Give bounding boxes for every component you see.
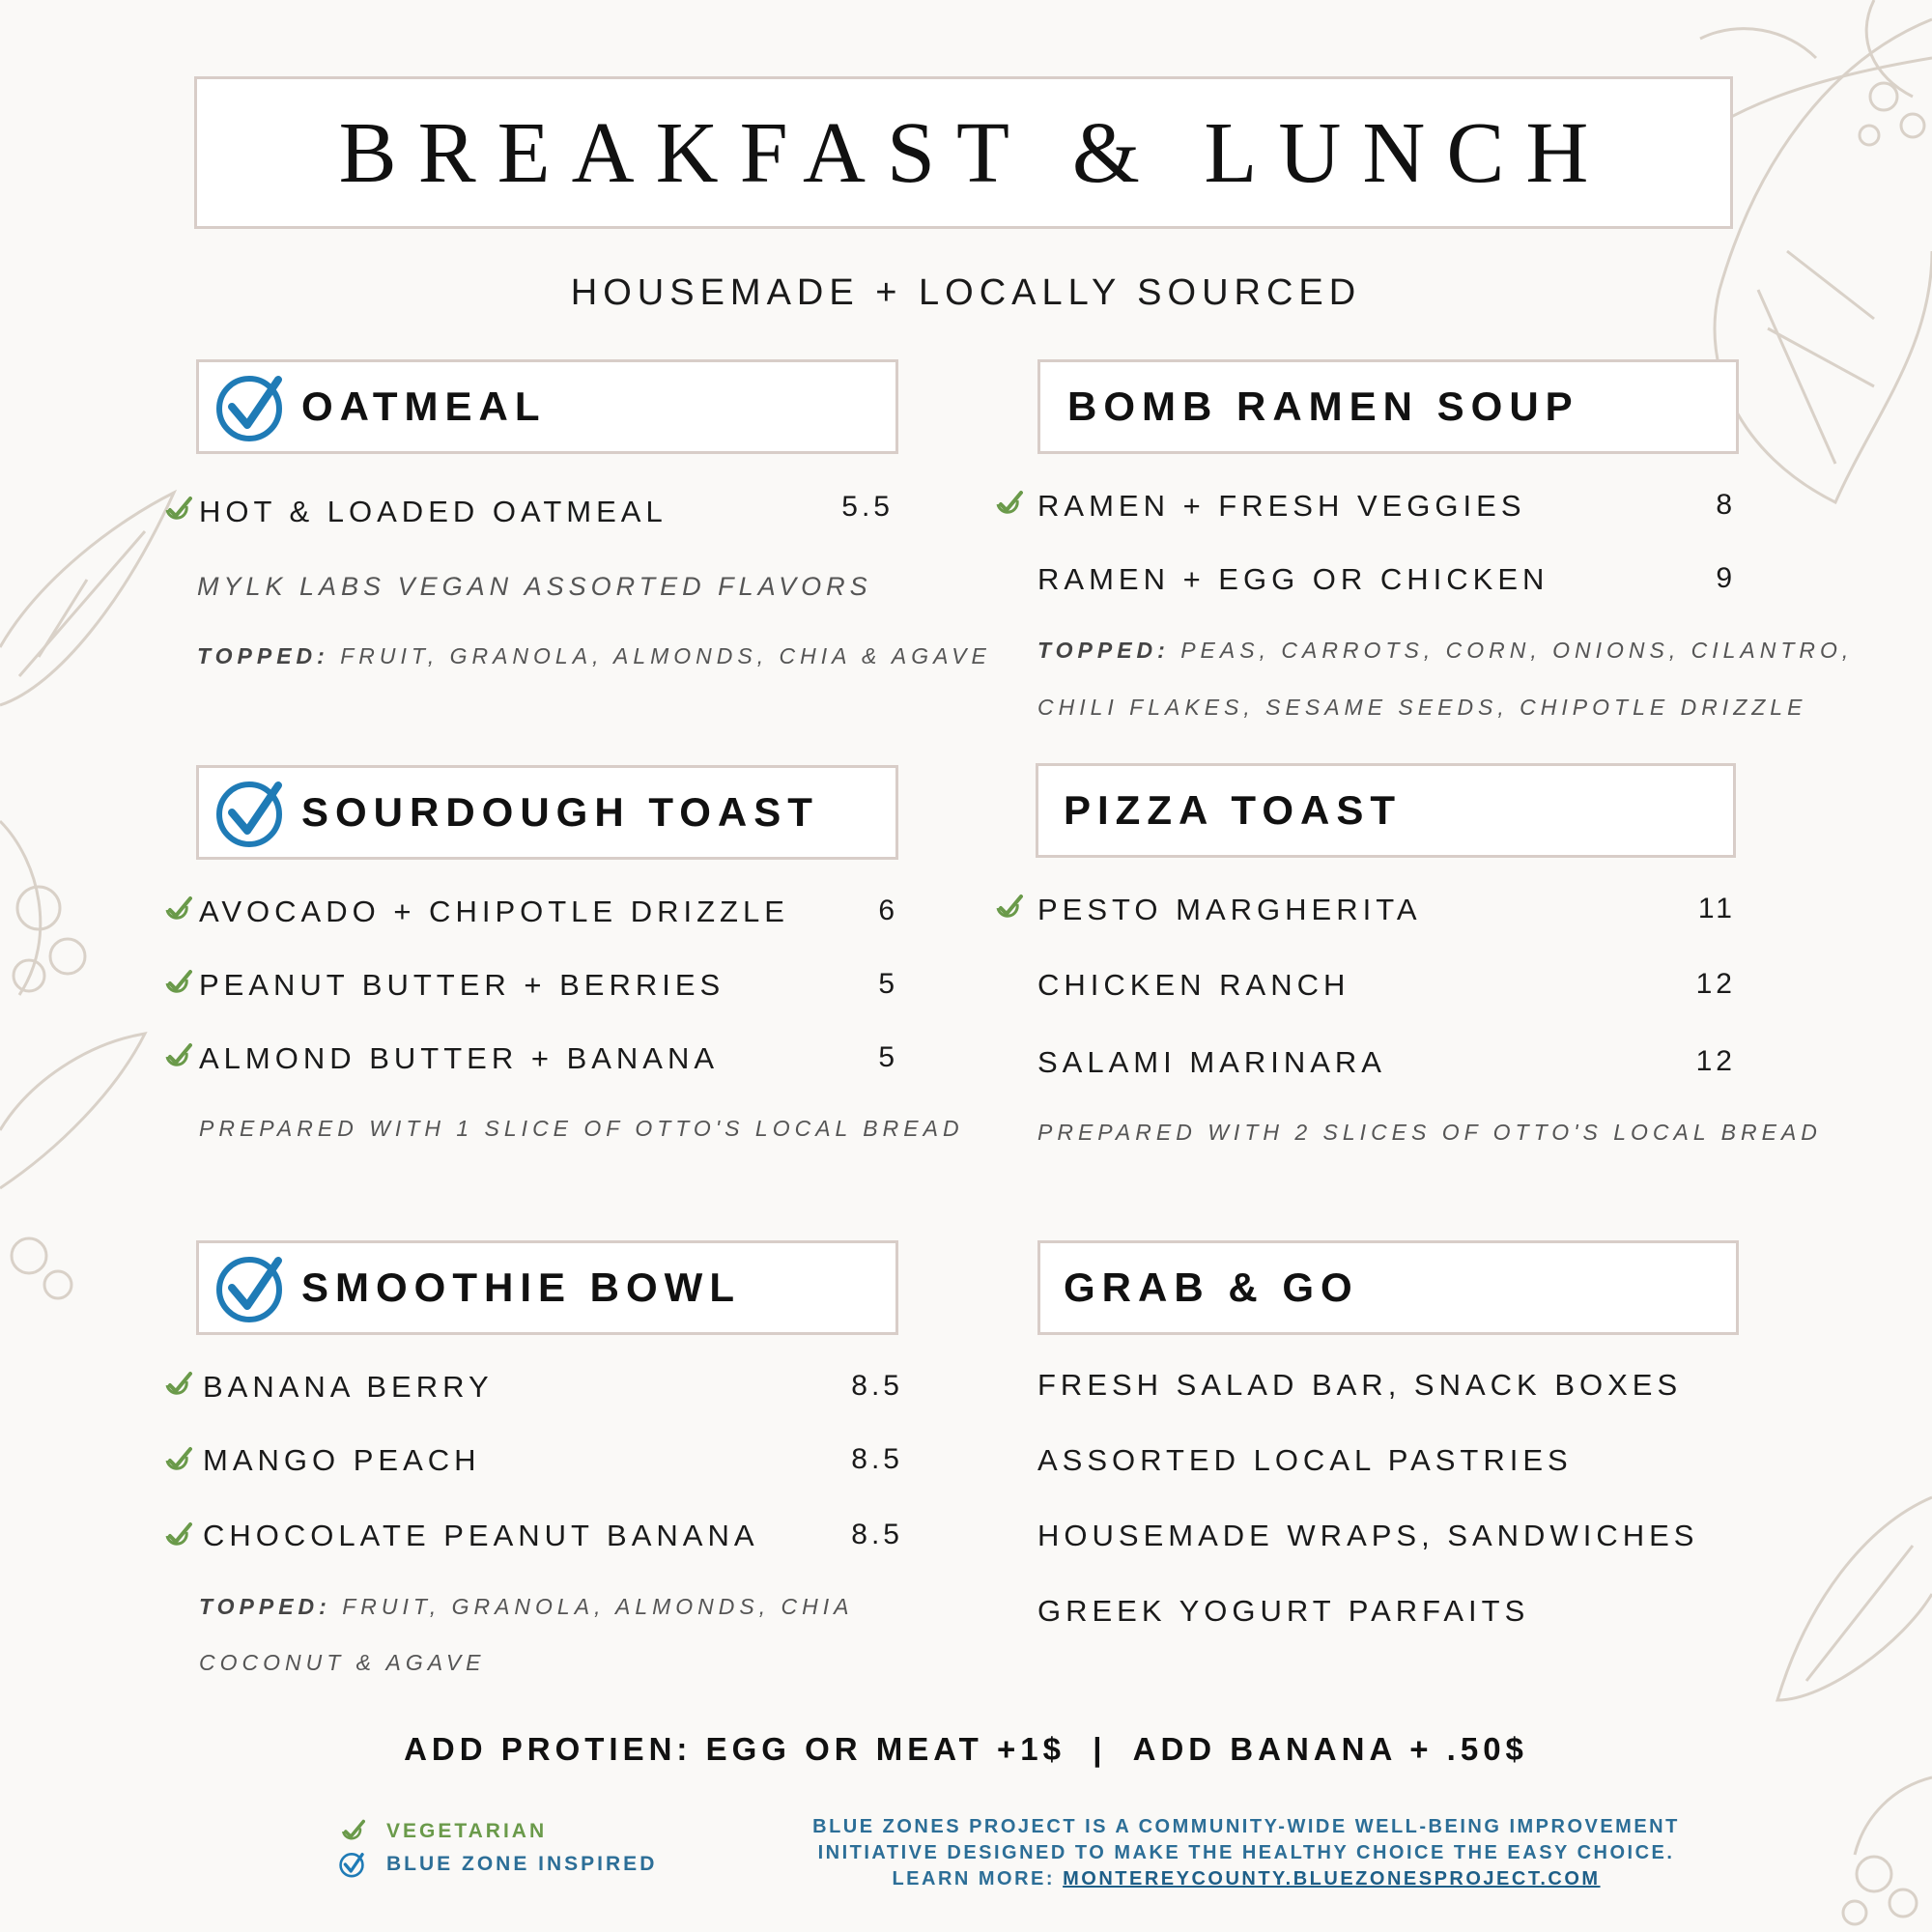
smoothie-toppings-continued: COCONUT & AGAVE: [199, 1650, 486, 1675]
menu-item-name: PESTO MARGHERITA: [1037, 893, 1422, 926]
pizza-note: PREPARED WITH 2 SLICES OF OTTO'S LOCAL BREAD: [1037, 1120, 1822, 1145]
menu-item-name: SALAMI MARINARA: [1037, 1045, 1386, 1079]
vegetarian-leaf-check-icon: [161, 895, 192, 925]
toppings-text: FRUIT, GRANOLA, ALMONDS, CHIA & AGAVE: [328, 643, 991, 668]
ramen-toppings: [1037, 638, 1853, 664]
sourdough-note: PREPARED WITH 1 SLICE OF OTTO'S LOCAL BREAD: [199, 1116, 964, 1141]
blue-zone-checkmark-icon: [338, 1851, 365, 1878]
section-header-pizza: [1036, 763, 1736, 858]
legend-blue-zone: BLUE ZONE INSPIRED: [386, 1853, 658, 1875]
section-header-oatmeal: [196, 359, 898, 454]
vegetarian-leaf-check-icon: [161, 1445, 192, 1476]
menu-item-price: 5.5: [841, 491, 894, 523]
menu-item-name: HOUSEMADE WRAPS, SANDWICHES: [1037, 1519, 1699, 1552]
menu-item-price: 5: [878, 1041, 898, 1073]
ramen-toppings-continued: CHILI FLAKES, SESAME SEEDS, CHIPOTLE DRIZZLE: [1037, 695, 1807, 720]
toppings-label: TOPPED:: [199, 1594, 331, 1619]
menu-item-name: GREEK YOGURT PARFAITS: [1037, 1594, 1530, 1628]
toppings-label: TOPPED:: [1037, 638, 1170, 663]
menu-item-price: 11: [1697, 893, 1736, 924]
toppings-label: TOPPED:: [197, 643, 329, 668]
vegetarian-leaf-check-icon: [161, 1520, 192, 1551]
section-title-oatmeal: OATMEAL: [301, 384, 547, 429]
vegetarian-leaf-check-icon: [992, 893, 1023, 923]
menu-title-box: [194, 76, 1733, 229]
section-header-smoothie: [196, 1240, 898, 1335]
menu-item-price: 5: [878, 968, 898, 1000]
vegetarian-leaf-check-icon: [161, 1370, 192, 1401]
smoothie-toppings: [199, 1594, 853, 1620]
vegetarian-leaf-check-icon: [161, 1041, 192, 1072]
add-ons-line: ADD PROTIEN: EGG OR MEAT +1$ | ADD BANANA + .50$: [404, 1731, 1528, 1767]
menu-item-price: 8: [1716, 489, 1736, 521]
oatmeal-toppings: [197, 643, 991, 669]
menu-item-price: 12: [1695, 1045, 1736, 1077]
menu-item-price: 8.5: [851, 1370, 903, 1402]
menu-item-name: MANGO PEACH: [203, 1443, 481, 1477]
menu-item-name: FRESH SALAD BAR, SNACK BOXES: [1037, 1368, 1683, 1402]
menu-item-name: AVOCADO + CHIPOTLE DRIZZLE: [199, 895, 789, 928]
oatmeal-note: MYLK LABS VEGAN ASSORTED FLAVORS: [197, 572, 872, 601]
menu-item-name: CHICKEN RANCH: [1037, 968, 1350, 1002]
menu-title: BREAKFAST & LUNCH: [338, 104, 1610, 201]
menu-item-price: 6: [878, 895, 898, 926]
menu-item-price: 8.5: [851, 1443, 903, 1475]
section-header-ramen: [1037, 359, 1739, 454]
menu-item-price: 12: [1695, 968, 1736, 1000]
toppings-text: PEAS, CARROTS, CORN, ONIONS, CILANTRO,: [1169, 638, 1854, 663]
botanical-decoration-left: [0, 454, 193, 1323]
menu-subtitle: HOUSEMADE + LOCALLY SOURCED: [570, 272, 1362, 313]
section-title-pizza: PIZZA TOAST: [1064, 787, 1402, 833]
menu-item-price: 9: [1716, 562, 1736, 594]
vegetarian-leaf-check-icon: [338, 1818, 365, 1845]
menu-item-name: RAMEN + FRESH VEGGIES: [1037, 489, 1526, 523]
menu-item-name: PEANUT BUTTER + BERRIES: [199, 968, 725, 1002]
blue-zones-info: [715, 1814, 1777, 1892]
menu-item-name: BANANA BERRY: [203, 1370, 494, 1404]
section-header-sourdough: [196, 765, 898, 860]
blue-zone-checkmark-icon: [213, 776, 286, 849]
section-title-ramen: BOMB RAMEN SOUP: [1067, 384, 1579, 429]
menu-item-name: ASSORTED LOCAL PASTRIES: [1037, 1443, 1573, 1477]
menu-item-price: 8.5: [851, 1519, 903, 1550]
vegetarian-leaf-check-icon: [992, 489, 1023, 520]
info-line-2: INITIATIVE DESIGNED TO MAKE THE HEALTHY CHOICE THE EASY CHOICE.: [817, 1842, 1675, 1863]
blue-zones-link[interactable]: MONTEREYCOUNTY.BLUEZONESPROJECT.COM: [1063, 1868, 1601, 1889]
toppings-text: FRUIT, GRANOLA, ALMONDS, CHIA: [330, 1594, 854, 1619]
section-header-grab-and-go: [1037, 1240, 1739, 1335]
learn-more-label: LEARN MORE:: [892, 1868, 1064, 1889]
blue-zone-checkmark-icon: [213, 1251, 286, 1324]
info-line-1: BLUE ZONES PROJECT IS A COMMUNITY-WIDE WELL-BEING IMPROVEMENT: [812, 1816, 1680, 1837]
section-title-grab-and-go: GRAB & GO: [1064, 1264, 1359, 1310]
section-title-smoothie: SMOOTHIE BOWL: [301, 1264, 741, 1310]
menu-item-name: ALMOND BUTTER + BANANA: [199, 1041, 720, 1075]
menu-item-name: HOT & LOADED OATMEAL: [199, 495, 668, 528]
vegetarian-leaf-check-icon: [161, 495, 192, 526]
menu-item-name: CHOCOLATE PEANUT BANANA: [203, 1519, 759, 1552]
menu-item-name: RAMEN + EGG OR CHICKEN: [1037, 562, 1549, 596]
blue-zone-checkmark-icon: [213, 370, 286, 443]
section-title-sourdough: SOURDOUGH TOAST: [301, 789, 819, 835]
vegetarian-leaf-check-icon: [161, 968, 192, 999]
info-line-3: [715, 1866, 1777, 1892]
legend-vegetarian: VEGETARIAN: [386, 1820, 548, 1842]
